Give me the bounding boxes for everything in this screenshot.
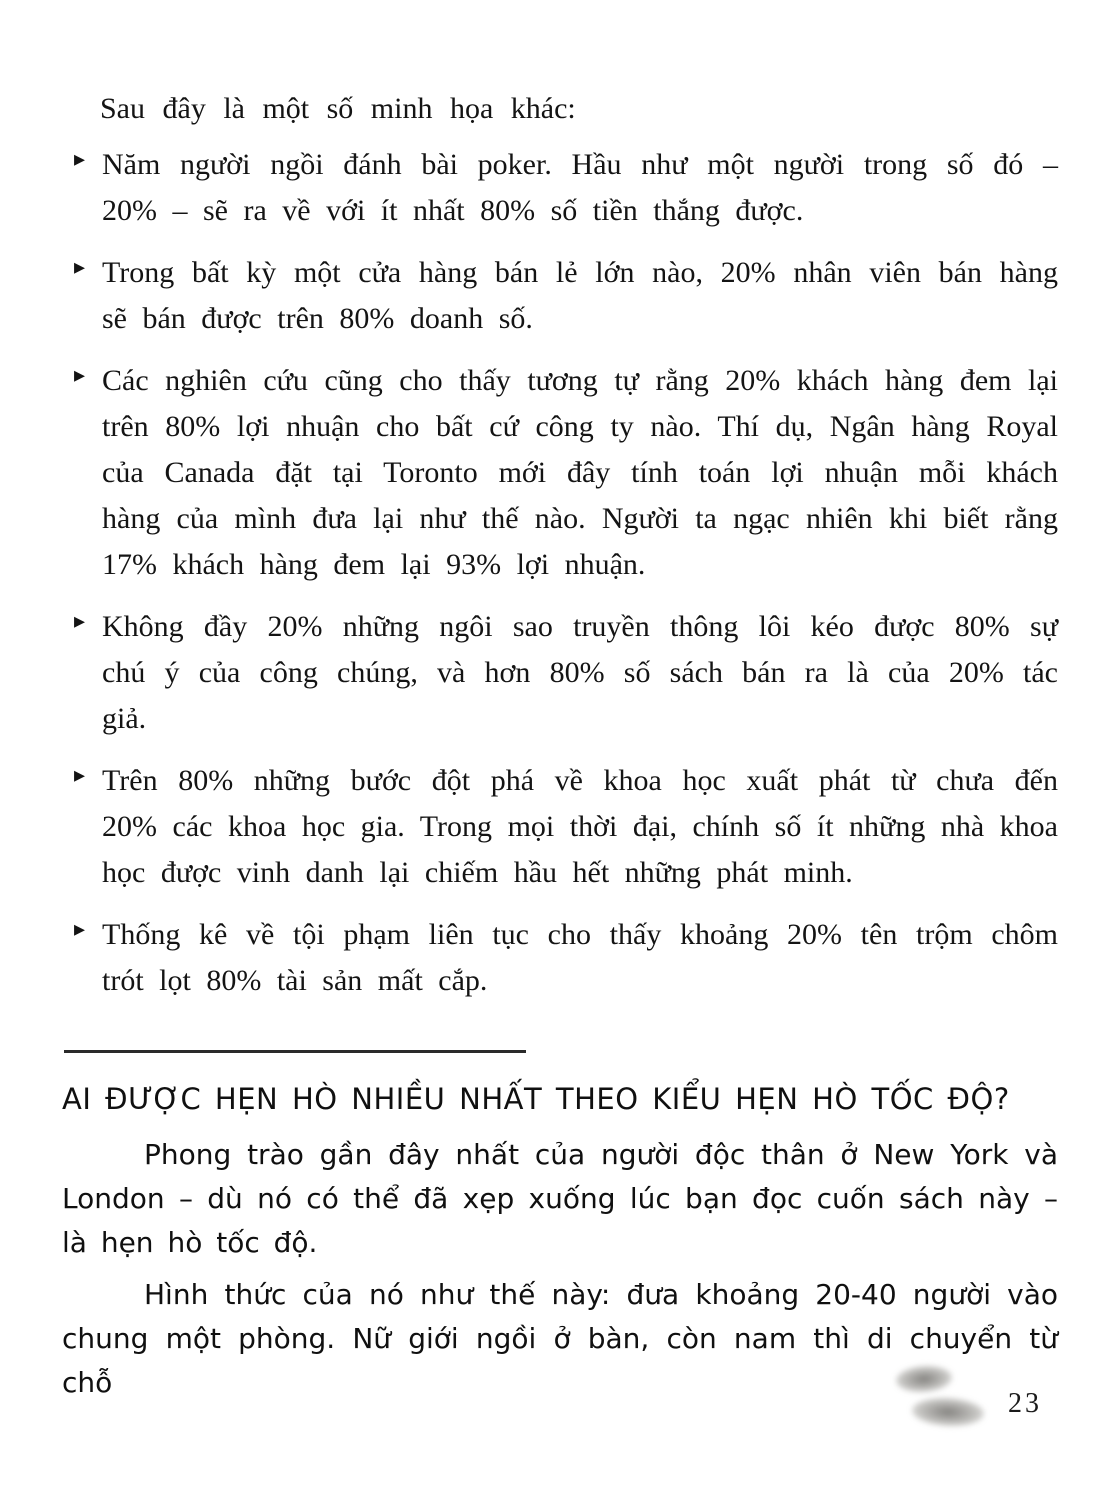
bullet-marker-icon: ▸ — [74, 147, 86, 172]
bullet-text: Thống kê về tội phạm liên tục cho thấy khoảng 20% tên trộm chôm trót lọt 80% tài sản mất cắp. — [102, 918, 1058, 997]
list-item — [62, 250, 1058, 342]
bullet-marker-icon: ▸ — [74, 363, 86, 388]
bullet-marker-icon: ▸ — [74, 763, 86, 788]
list-item — [62, 604, 1058, 742]
list-item — [62, 758, 1058, 896]
bullet-text: Trên 80% những bước đột phá về khoa học xuất phát từ chưa đến 20% các khoa học gia. Trong mọi thời đại, chính số ít những nhà khoa học được vinh danh lại chiếm hầu hết những phát minh. — [102, 764, 1058, 889]
footnote-paragraph: Hình thức của nó như thế này: đưa khoảng 20-40 người vào chung một phòng. Nữ giới ngồi ở bàn, còn nam thì di chuyển từ chỗ — [62, 1278, 1058, 1399]
bullet-text: Không đầy 20% những ngôi sao truyền thông lôi kéo được 80% sự chú ý của công chúng, và hơn 80% số sách bán ra là của 20% tác giả. — [102, 610, 1058, 735]
page-number: 23 — [1008, 1388, 1042, 1419]
list-item — [62, 912, 1058, 1004]
section-divider — [64, 1050, 526, 1053]
bullet-marker-icon: ▸ — [74, 255, 86, 280]
bullet-text: Năm người ngồi đánh bài poker. Hầu như một người trong số đó – 20% – sẽ ra về với ít nhất 80% số tiền thắng được. — [102, 148, 1058, 227]
footnote-paragraph: Phong trào gần đây nhất của người độc thân ở New York và London – dù nó có thể đã xẹp xuống lúc bạn đọc cuốn sách này – là hẹn hò tốc độ. — [62, 1138, 1058, 1259]
bullet-text: Các nghiên cứu cũng cho thấy tương tự rằng 20% khách hàng đem lại trên 80% lợi nhuận cho bất cứ công ty nào. Thí dụ, Ngân hàng Royal của Canada đặt tại Toronto mới đây tính toán lợi nhuận mỗi khách hàng của mình đưa lại như thế nào. Người ta ngạc nhiên khi biết rằng 17% khách hàng đem lại 93% lợi nhuận. — [102, 364, 1058, 581]
list-item — [62, 358, 1058, 588]
bullet-list — [62, 142, 1058, 1004]
list-item — [62, 142, 1058, 234]
bullet-marker-icon: ▸ — [74, 917, 86, 942]
bullet-text: Trong bất kỳ một cửa hàng bán lẻ lớn nào, 20% nhân viên bán hàng sẽ bán được trên 80% doanh số. — [102, 256, 1058, 335]
footnote-heading: AI ĐƯỢC HẸN HÒ NHIỀU NHẤT THEO KIỂU HẸN HÒ TỐC ĐỘ? — [62, 1082, 1010, 1116]
footnote-section — [62, 1079, 1058, 1405]
intro-text: Sau đây là một số minh họa khác: — [100, 92, 576, 125]
bullet-marker-icon: ▸ — [74, 609, 86, 634]
